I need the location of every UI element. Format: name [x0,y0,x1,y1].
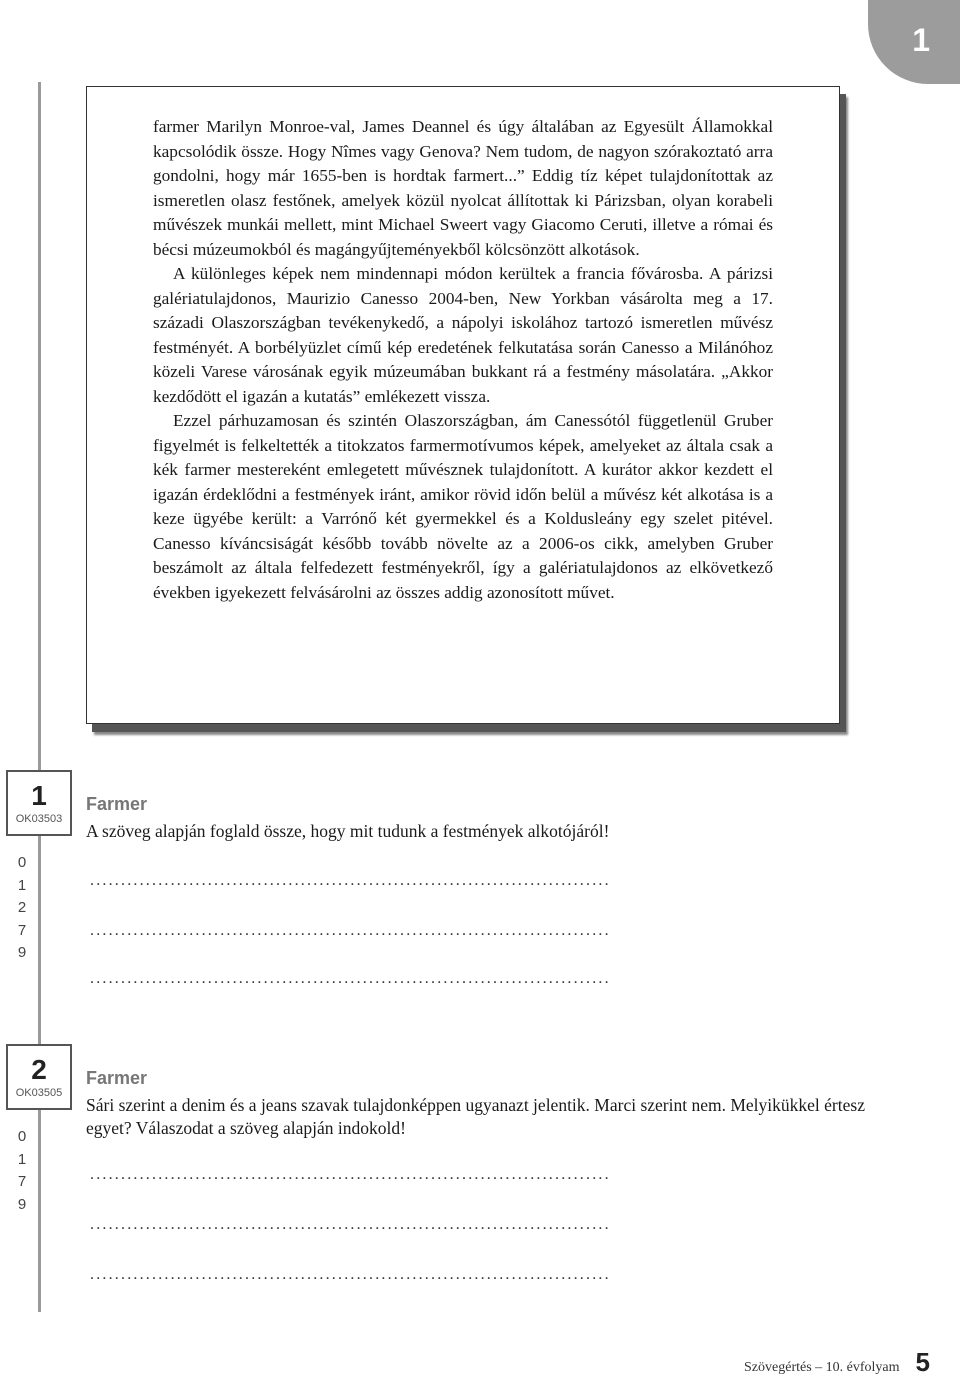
score-option[interactable]: 9 [17,944,27,961]
task-1-score-scale [10,852,34,965]
score-option[interactable]: 1 [17,876,27,894]
reading-passage [86,86,840,724]
score-option[interactable]: 9 [17,1195,27,1213]
page-number: 5 [915,1347,930,1377]
left-margin-rule [38,82,41,1312]
passage-paragraph-1: farmer Marilyn Monroe-val, James Deannel és úgy általában az Egyesült Államokkal kapcsolódik össze. Hogy Nîmes vagy Genova? Nem tudom, de nagyon szórakoztató arra gondolni, hogy már 1655-ben is hordtak farmert...” Eddig tíz képet tulajdonítottak az ismeretlen olasz festőnek, amelyek közül nyolcat állítottak ki Párizsban, olyan korabeli művészek munkái mellett, mint Michael Sweert vagy Giacomo Ceruti, illetve a római és bécsi múzeumokból és magángyűjteményekből kölcsönzött alkotások. [153,117,773,259]
passage-paragraph-2: A különleges képek nem mindennapi módon kerültek a francia fővárosba. A párizsi galériatulajdonos, Maurizio Canesso 2004-ben, New Yorkban vásárolta meg a 17. századi Olaszországban tevékenykedő, a nápolyi iskolához tartozó ismeretlen művész festményét. A borbélyüzlet című kép eredetének felkutatása során Canesso a Milánóhoz közeli Varese városának egyik múzeumában bukkant rá a festmény másolatára. „Akkor kezdődött el igazán a kutatás” emlékezett vissza. [153,264,773,406]
task-1-score-box [6,770,72,836]
score-option[interactable]: 0 [17,1128,27,1145]
task-1-code: OK03503 [15,813,63,825]
answer-line[interactable]: .................................................................................... [90,1166,611,1183]
footer-label: Szövegértés – 10. évfolyam [744,1360,900,1375]
task-1-question: A szöveg alapján foglald össze, hogy mit tudunk a festmények alkotójáról! [86,821,610,841]
answer-line[interactable]: .................................................................................... [90,872,611,889]
task-1-title: Farmer [86,794,148,814]
score-option[interactable]: 2 [17,899,27,916]
chapter-number: 1 [912,22,930,58]
task-2-score-box [6,1044,72,1110]
task-2-number: 2 [31,1054,47,1085]
answer-line[interactable]: .................................................................................... [90,970,611,987]
score-option[interactable]: 7 [17,1173,27,1190]
score-option[interactable]: 0 [17,854,27,871]
score-option[interactable]: 7 [17,921,27,939]
answer-line[interactable]: .................................................................................... [90,922,611,939]
passage-paragraph-3: Ezzel párhuzamosan és szintén Olaszországban, ám Canessótól függetlenül Gruber figyelmét is felkeltették a titokzatos farmermotívumos képek, amelyeket az általa csak a kék farmer mestereként emlegetett művésznek tulajdonított. A kurátor akkor kezdett el igazán érdeklődni a festmények iránt, amikor rövid időn belül a művész két alkotása is a keze ügyébe került: a Varrónő két gyermekkel és a Koldusleány egy szelet pitével. Canesso kíváncsiságát később tovább növelte az a 2006-os cikk, amelyben Gruber beszámolt az általa felfedezett festményekről, így a galériatulajdonos az elkövetkező években igyekezett felvásárolni az összes addig azonosított művet. [153,411,773,602]
task-2-score-scale [10,1126,34,1216]
score-option[interactable]: 1 [17,1150,27,1168]
task-2-code: OK03505 [15,1087,63,1099]
task-2-question: Sári szerint a denim és a jeans szavak tulajdonképpen ugyanazt jelentik. Marci szerint nem. Melyikükkel értesz egyet? Válaszodat a szöveg alapján indokold! [86,1095,865,1138]
task-2-title: Farmer [86,1068,148,1088]
task-1-number: 1 [31,780,47,811]
chapter-tab [868,0,960,84]
answer-line[interactable]: .................................................................................... [90,1216,611,1233]
answer-line[interactable]: .................................................................................... [90,1266,611,1283]
page-footer [744,1347,930,1378]
